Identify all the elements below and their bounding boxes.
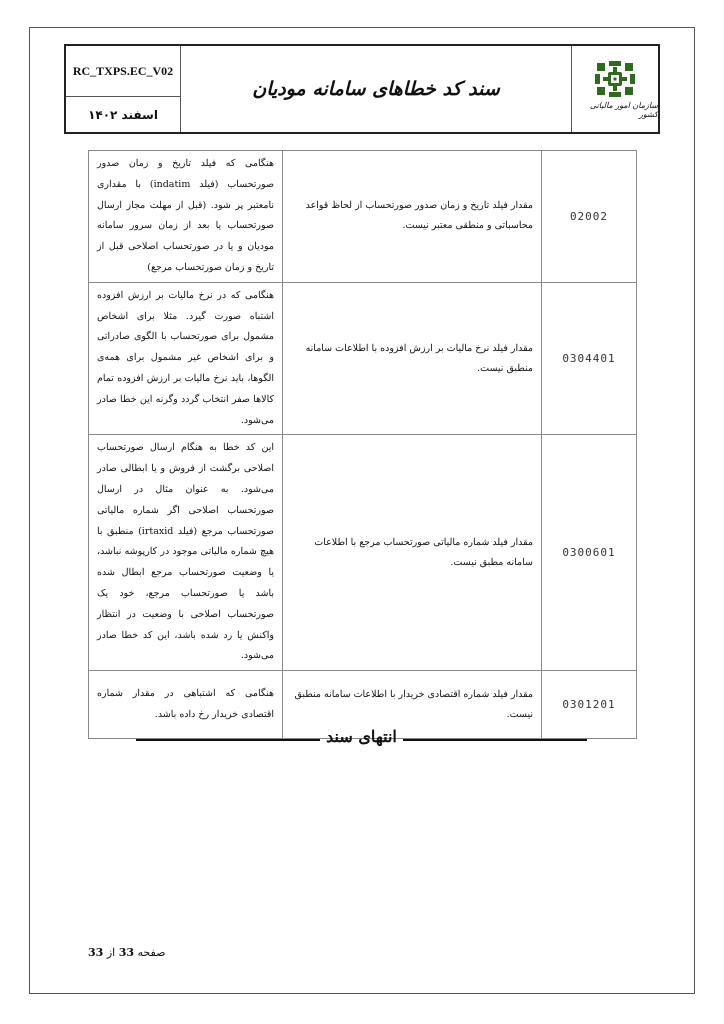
page-separator: از <box>106 946 116 959</box>
error-codes-table <box>88 150 637 739</box>
table-row <box>89 151 637 283</box>
header-meta <box>66 46 181 132</box>
document-date: اسفند ۱۴۰۲ <box>88 107 158 122</box>
end-of-document-text: انتهای سند <box>326 726 397 746</box>
divider <box>136 739 320 741</box>
error-code: 0301201 <box>542 671 637 739</box>
document-title: سند کد خطاهای سامانه مودیان <box>252 78 500 100</box>
table-row <box>89 282 637 435</box>
error-message: مقدار فیلد نرخ مالیات بر ارزش افزوده با اطلاعات سامانه منطبق نیست. <box>283 282 542 435</box>
error-code: 0304401 <box>542 282 637 435</box>
document-code: RC_TXPS.EC_V02 <box>66 46 180 97</box>
error-code: 02002 <box>542 151 637 283</box>
error-description: هنگامی که فیلد تاریخ و زمان صدور صورتحساب (فیلد indatim) با مقداری نامعتبر پر شود. (قبل از مهلت مجاز ارسال صورتحساب یا بعد از زمان سرور سامانه مودیان و یا در صورتحساب اصلاحی قبل از تاریخ و زمان صورتحساب مرجع) <box>89 151 283 283</box>
error-description: این کد خطا به هنگام ارسال صورتحساب اصلاحی برگشت از فروش و یا ابطالی صادر می‌شود. به عنوان مثال در ارسال صورتحساب اصلاحی اگر شماره مالیاتی صورتحساب مرجع (فیلد irtaxid) منطبق با هیچ شماره مالیاتی موجود در کارپوشه نباشد، یا وضعیت صورتحساب مرجع ابطال شده باشد یا صورتحساب مرجع، خود یک صورتحساب اصلاحی با وضعیت در انتظار واکنش یا رد شده باشد، این کد خطا صادر می‌شود. <box>89 435 283 671</box>
organization-name: سازمان امور مالیاتی کشور <box>589 100 658 119</box>
error-description: هنگامی که اشتباهی در مقدار شماره اقتصادی خریدار رخ داده باشد. <box>89 671 283 739</box>
organization-logo <box>571 46 658 132</box>
error-message: مقدار فیلد شماره اقتصادی خریدار با اطلاعات سامانه منطبق نیست. <box>283 671 542 739</box>
error-message: مقدار فیلد تاریخ و زمان صدور صورتحساب از لحاظ قواعد محاسباتی و منطقی معتبر نیست. <box>283 151 542 283</box>
error-code: 0300601 <box>542 435 637 671</box>
tax-organization-emblem-icon <box>594 60 636 98</box>
page-prefix: صفحه <box>137 946 166 959</box>
end-of-document-marker <box>136 724 587 748</box>
document-header <box>64 44 660 134</box>
error-description: هنگامی که در نرخ مالیات بر ارزش افزوده اشتباه صورت گیرد. مثلا برای اشخاص مشمول برای صورتحساب با الگوی صادراتی و برای اشخاص غیر مشمول برای همه‌ی الگوها، باید نرخ مالیات بر ارزش افزوده تمام کالاها صفر انتخاب گردد وگرنه این خطا صادر می‌شود. <box>89 282 283 435</box>
page-current: 33 <box>118 946 134 959</box>
table-row <box>89 435 637 671</box>
page-number <box>88 946 165 959</box>
error-message: مقدار فیلد شماره مالیاتی صورتحساب مرجع با اطلاعات سامانه مطبق نیست. <box>283 435 542 671</box>
page-total: 33 <box>88 946 104 959</box>
divider <box>403 739 587 741</box>
